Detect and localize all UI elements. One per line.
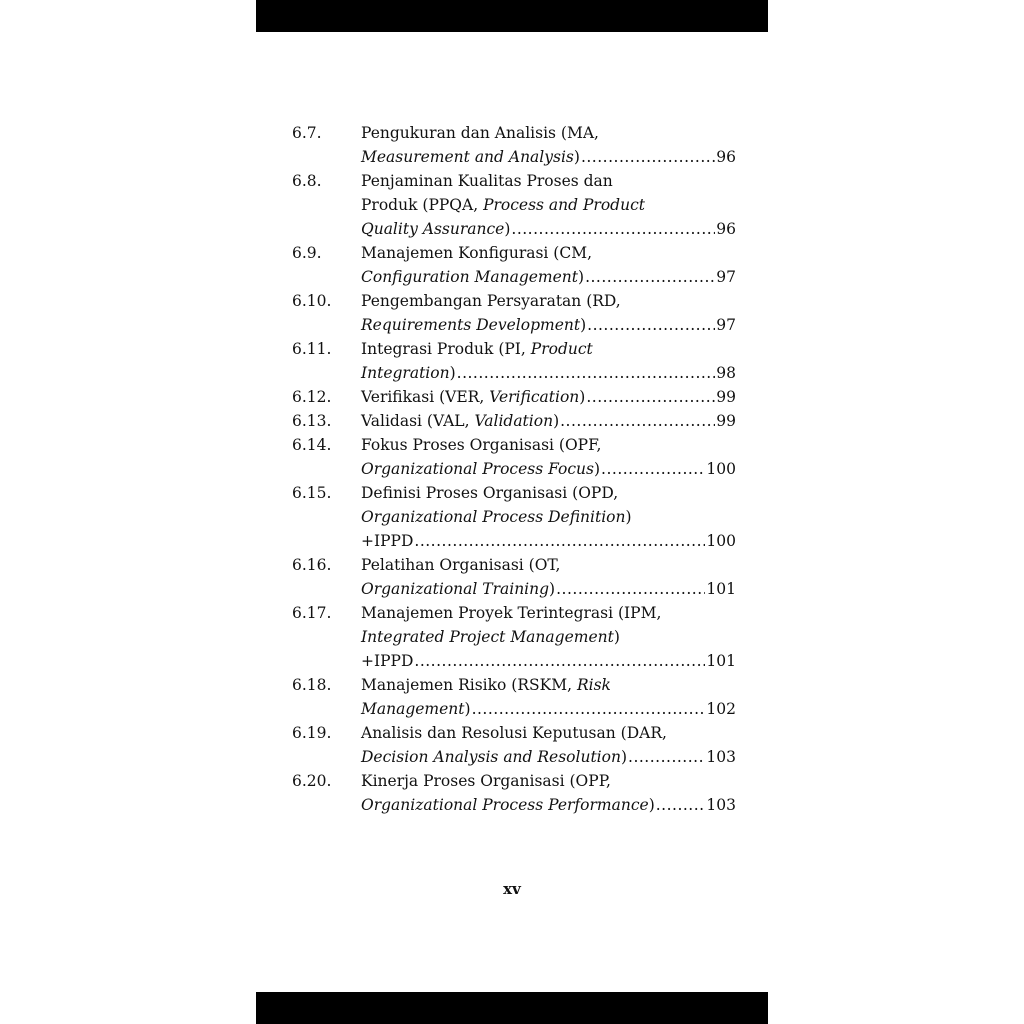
toc-entry-english-term: Organizational Training	[361, 580, 550, 598]
toc-entry-text	[361, 649, 413, 673]
toc-entry-title	[361, 337, 736, 385]
dot-leader	[472, 697, 706, 721]
toc-entry-text-segment: Definisi Proses Organisasi (OPD,	[361, 484, 619, 502]
toc-entry-text-segment: Verifikasi (VER,	[361, 388, 490, 406]
toc-entry-text-segment: )	[648, 796, 655, 814]
toc-entry-page-number: 102	[706, 700, 736, 718]
toc-entry-text-segment: Manajemen Risiko (RSKM,	[361, 676, 577, 694]
dot-leader	[414, 649, 705, 673]
dot-leader	[587, 313, 715, 337]
toc-entry-text	[361, 676, 611, 694]
toc-entry-page-number: 96	[716, 148, 736, 166]
toc-entry-text-segment: )	[580, 316, 587, 334]
toc-entry-text	[361, 361, 456, 385]
toc-entry-line	[361, 121, 736, 145]
toc-entry-line	[361, 625, 736, 649]
toc-entry-number: 6.9.	[292, 244, 322, 262]
toc-entry-line	[361, 721, 736, 745]
toc-entry-title	[361, 673, 736, 721]
toc-entry-text-segment: Penjaminan Kualitas Proses dan	[361, 172, 613, 190]
toc-entry[interactable]	[292, 433, 736, 481]
toc-entry-line	[361, 289, 736, 313]
toc-entry-line	[361, 649, 736, 673]
toc-entry-english-term: Organizational Process Performance	[361, 796, 649, 814]
toc-entry-page-number: 99	[716, 412, 736, 430]
toc-entry-text-segment: )	[449, 364, 456, 382]
toc-entry-text-segment: Validasi (VAL,	[361, 412, 475, 430]
toc-entry-text-segment: Pengembangan Persyaratan (RD,	[361, 292, 621, 310]
toc-entry-text	[361, 529, 413, 553]
toc-entry-english-term: Management	[361, 700, 465, 718]
toc-entry-text-segment: Pelatihan Organisasi (OT,	[361, 556, 561, 574]
toc-entry-english-term: Organizational Process Focus	[361, 460, 594, 478]
toc-entry-title	[361, 289, 736, 337]
toc-entry-text-segment: Manajemen Proyek Terintegrasi (IPM,	[361, 604, 662, 622]
top-black-bar	[256, 0, 768, 32]
toc-entry-line	[361, 505, 736, 529]
dot-leader	[511, 217, 715, 241]
toc-entry-text	[361, 340, 593, 358]
toc-entry-english-term: Product	[530, 340, 593, 358]
toc-entry-page-number: 97	[716, 268, 736, 286]
toc-entry-line	[361, 529, 736, 553]
toc-entry-page-number: 103	[706, 796, 736, 814]
toc-entry-english-term: Process and Product	[483, 196, 645, 214]
toc-entry-line	[361, 481, 736, 505]
toc-entry-text-segment: )	[549, 580, 556, 598]
toc-entry-page-number: 96	[716, 220, 736, 238]
toc-entry-title	[361, 121, 736, 169]
toc-entry-text-segment: Manajemen Konfigurasi (CM,	[361, 244, 593, 262]
toc-entry-page-number: 100	[706, 460, 736, 478]
toc-entry-text	[361, 292, 621, 310]
toc-entry-english-term: Configuration Management	[361, 268, 579, 286]
toc-entry-page-number: 101	[706, 652, 736, 670]
toc-entry-text-segment: )	[613, 628, 620, 646]
toc-entry-number: 6.10.	[292, 292, 332, 310]
toc-entry-english-term: Verification	[489, 388, 580, 406]
toc-entry-english-term: Integration	[361, 364, 450, 382]
toc-entry-text-segment: +IPPD	[361, 652, 414, 670]
toc-entry-number: 6.20.	[292, 772, 332, 790]
toc-entry-page-number: 103	[706, 748, 736, 766]
toc-entry-page-number: 99	[716, 388, 736, 406]
toc-entry[interactable]	[292, 121, 736, 169]
toc-entry-title	[361, 169, 736, 241]
dot-leader	[601, 457, 705, 481]
toc-entry-number: 6.11.	[292, 340, 332, 358]
toc-entry-text-segment: )	[553, 412, 560, 430]
dot-leader	[457, 361, 716, 385]
toc-entry-english-term: Validation	[474, 412, 554, 430]
dot-leader	[556, 577, 705, 601]
toc-entry-text	[361, 196, 645, 214]
toc-entry-text	[361, 508, 632, 526]
toc-entry-text-segment: )	[579, 388, 586, 406]
toc-entry[interactable]	[292, 289, 736, 337]
toc-entry-text	[361, 724, 667, 742]
toc-entry-line	[361, 409, 736, 433]
toc-entry-page-number: 101	[706, 580, 736, 598]
toc-entry-text	[361, 697, 471, 721]
toc-entry-line	[361, 457, 736, 481]
toc-entry-text	[361, 265, 584, 289]
toc-entry-title	[361, 481, 736, 553]
toc-entry-number: 6.17.	[292, 604, 332, 622]
toc-entry-line	[361, 169, 736, 193]
toc-entry-line	[361, 601, 736, 625]
toc-entry-english-term: Organizational Process Definition	[361, 508, 626, 526]
toc-entry-text-segment: )	[573, 148, 580, 166]
toc-entry-page-number: 100	[706, 532, 736, 550]
toc-entry-text	[361, 628, 620, 646]
toc-entry-number: 6.18.	[292, 676, 332, 694]
toc-entry-text-segment: )	[593, 460, 601, 478]
toc-entry[interactable]	[292, 553, 736, 601]
toc-entry[interactable]	[292, 769, 736, 817]
toc-entry-text	[361, 793, 655, 817]
toc-entry-line	[361, 697, 736, 721]
toc-entry-text	[361, 577, 555, 601]
toc-entry-text	[361, 124, 599, 142]
toc-entry-line	[361, 673, 736, 697]
toc-entry-line	[361, 577, 736, 601]
toc-entry-title	[361, 769, 736, 817]
toc-entry-number: 6.12.	[292, 388, 332, 406]
bottom-black-bar	[256, 992, 768, 1024]
toc-entry-english-term: Requirements Development	[361, 316, 581, 334]
toc-entry-text	[361, 556, 560, 574]
toc-entry[interactable]	[292, 409, 736, 433]
toc-entry-text	[361, 244, 592, 262]
dot-leader	[585, 265, 715, 289]
toc-entry-text-segment: Analisis dan Resolusi Keputusan (DAR,	[361, 724, 667, 742]
toc-entry-english-term: Quality Assurance	[361, 220, 505, 238]
toc-entry-text-segment: Pengukuran dan Analisis (MA,	[361, 124, 599, 142]
toc-entry-number: 6.13.	[292, 412, 332, 430]
dot-leader	[586, 385, 715, 409]
toc-entry-text-segment: )	[578, 268, 585, 286]
toc-entry-text	[361, 436, 601, 454]
toc-entry[interactable]	[292, 601, 736, 673]
toc-entry-english-term: Decision Analysis and Resolution	[361, 748, 621, 766]
toc-entry-line	[361, 769, 736, 793]
toc-entry-line	[361, 745, 736, 769]
toc-entry[interactable]	[292, 241, 736, 289]
table-of-contents	[292, 121, 736, 817]
toc-entry-text	[361, 484, 618, 502]
toc-entry-text-segment: +IPPD	[361, 532, 414, 550]
toc-entry-text-segment: )	[625, 508, 632, 526]
toc-entry-page-number: 98	[716, 364, 736, 382]
dot-leader	[414, 529, 705, 553]
toc-entry-text	[361, 409, 559, 433]
toc-entry-line	[361, 313, 736, 337]
toc-entry-title	[361, 721, 736, 769]
dot-leader	[560, 409, 715, 433]
toc-entry-text	[361, 313, 586, 337]
toc-entry-number: 6.15.	[292, 484, 332, 502]
toc-entry-line	[361, 193, 736, 217]
toc-entry-number: 6.8.	[292, 172, 322, 190]
toc-entry-text	[361, 745, 627, 769]
toc-entry-title	[361, 409, 736, 433]
toc-entry[interactable]	[292, 385, 736, 409]
toc-entry-text-segment: )	[464, 700, 471, 718]
toc-entry-text	[361, 172, 613, 190]
toc-entry[interactable]	[292, 481, 736, 553]
dot-leader	[581, 145, 715, 169]
toc-entry-number: 6.14.	[292, 436, 332, 454]
toc-entry-line	[361, 337, 736, 361]
dot-leader	[628, 745, 705, 769]
toc-entry-text	[361, 217, 510, 241]
toc-entry-page-number: 97	[716, 316, 736, 334]
toc-entry-line	[361, 217, 736, 241]
toc-entry[interactable]	[292, 673, 736, 721]
toc-entry-text-segment: Fokus Proses Organisasi (OPF,	[361, 436, 602, 454]
toc-entry[interactable]	[292, 169, 736, 241]
toc-entry-text	[361, 457, 600, 481]
toc-entry-text-segment: Integrasi Produk (PI,	[361, 340, 531, 358]
toc-entry-number: 6.16.	[292, 556, 332, 574]
toc-entry-english-term: Measurement and Analysis	[361, 148, 574, 166]
toc-entry-title	[361, 241, 736, 289]
toc-entry-english-term: Risk	[576, 676, 611, 694]
toc-entry-text-segment: )	[620, 748, 628, 766]
toc-entry-title	[361, 433, 736, 481]
toc-entry-text-segment: )	[504, 220, 511, 238]
toc-entry-text	[361, 772, 611, 790]
toc-entry-line	[361, 241, 736, 265]
toc-entry[interactable]	[292, 721, 736, 769]
toc-entry-line	[361, 361, 736, 385]
toc-entry-title	[361, 553, 736, 601]
toc-entry-title	[361, 601, 736, 673]
toc-entry-number: 6.19.	[292, 724, 332, 742]
toc-entry-line	[361, 385, 736, 409]
toc-entry-line	[361, 433, 736, 457]
toc-entry-text	[361, 385, 585, 409]
toc-entry-number: 6.7.	[292, 124, 322, 142]
toc-entry-line	[361, 793, 736, 817]
page-number-folio: xv	[503, 880, 521, 898]
toc-entry-text-segment: Produk (PPQA,	[361, 196, 484, 214]
toc-entry-line	[361, 553, 736, 577]
toc-entry-text	[361, 145, 580, 169]
toc-entry-text	[361, 604, 661, 622]
toc-entry-line	[361, 145, 736, 169]
toc-entry-english-term: Integrated Project Management	[361, 628, 614, 646]
toc-entry[interactable]	[292, 337, 736, 385]
dot-leader	[656, 793, 706, 817]
toc-entry-title	[361, 385, 736, 409]
toc-entry-line	[361, 265, 736, 289]
toc-entry-text-segment: Kinerja Proses Organisasi (OPP,	[361, 772, 611, 790]
